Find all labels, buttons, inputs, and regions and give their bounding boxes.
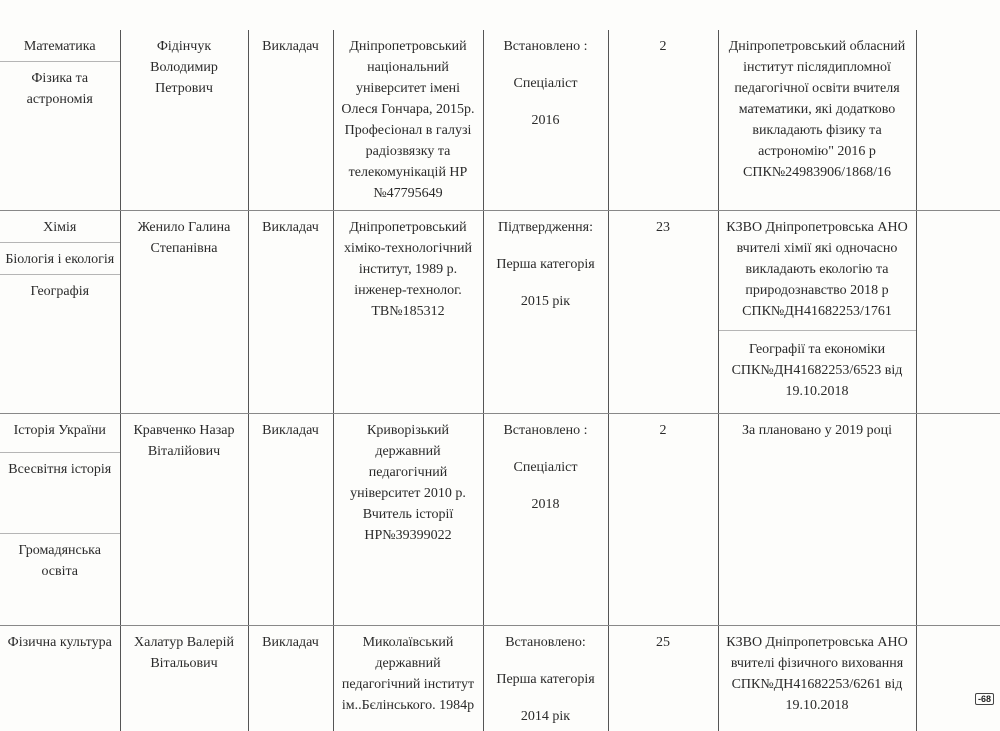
subjects-cell [0, 30, 120, 210]
subject: Фізика та астрономія [0, 61, 120, 114]
course-entry: КЗВО Дніпропетровська АНО вчителі хімії які одночасно викладають екологію та природознавство 2018 р СПК№ДН41682253/1761 [726, 219, 908, 319]
attestation [483, 625, 608, 731]
experience: 2 [608, 30, 718, 210]
empty-cell [916, 210, 1000, 413]
teacher-name: Женило Галина Степанівна [120, 210, 248, 413]
subject: Географія [0, 274, 120, 306]
attestation-status: Встановлено : [503, 39, 588, 54]
experience: 25 [608, 625, 718, 731]
page-number-mark: -68 [975, 693, 994, 705]
subject: Хімія [43, 219, 77, 235]
table-row [0, 625, 1000, 731]
subjects-cell [0, 625, 120, 731]
courses [718, 625, 916, 731]
attestation [483, 413, 608, 625]
course-entry: За плановано у 2019 році [742, 422, 892, 438]
attestation-year: 2014 рік [520, 708, 571, 724]
empty-cell [916, 413, 1000, 625]
attestation-year: 2016 [531, 113, 560, 128]
attestation-category: Спеціаліст [513, 459, 578, 475]
empty-cell [916, 625, 1000, 731]
attestation [483, 30, 608, 210]
table-row [0, 210, 1000, 413]
education: Миколаївський державний педагогічний інститут ім..Бєлінського. 1984р [333, 625, 483, 731]
subject: Біологія і екологія [0, 242, 120, 274]
subject: Громадянська освіта [0, 533, 120, 586]
attestation-category: Спеціаліст [513, 76, 578, 91]
position: Викладач [248, 210, 333, 413]
course-entry: КЗВО Дніпропетровська АНО вчителі фізичного виховання СПК№ДН41682253/6261 від 19.10.2018 [726, 634, 908, 713]
experience: 2 [608, 413, 718, 625]
subject: Всесвітня історія [0, 452, 120, 533]
education: Дніпропетровський національний університет імені Олеся Гончара, 2015р. Професіонал в галузі радіозвязку та телекомунікацій НР №47795649 [333, 30, 483, 210]
courses [718, 30, 916, 210]
attestation [483, 210, 608, 413]
staff-table [0, 30, 1000, 731]
subject: Фізична культура [7, 634, 112, 650]
education: Дніпропетровський хіміко-технологічний інститут, 1989 р. інженер-технолог. ТВ№185312 [333, 210, 483, 413]
attestation-status: Підтвердження: [498, 219, 593, 235]
courses [718, 413, 916, 625]
attestation-status: Встановлено : [503, 422, 588, 438]
courses [718, 210, 916, 413]
position: Викладач [248, 30, 333, 210]
attestation-category: Перша категорія [496, 256, 595, 272]
attestation-category: Перша категорія [496, 671, 595, 687]
teacher-name: Халатур Валерій Вітальович [120, 625, 248, 731]
subjects-cell [0, 210, 120, 413]
course-entry: Географії та економіки СПК№ДН41682253/6523 від 19.10.2018 [719, 330, 916, 402]
subject: Історія України [13, 422, 106, 438]
subjects-cell [0, 413, 120, 625]
experience: 23 [608, 210, 718, 413]
attestation-status: Встановлено: [505, 634, 586, 650]
table-row [0, 413, 1000, 625]
teacher-name: Кравченко Назар Віталійович [120, 413, 248, 625]
teacher-name: Фідінчук Володимир Петрович [120, 30, 248, 210]
position: Викладач [248, 625, 333, 731]
subject: Математика [23, 39, 96, 54]
position: Викладач [248, 413, 333, 625]
course-entry: Дніпропетровський обласний інститут післядипломної педагогічної освіти вчителя математики, які додатково викладають фізику та астрономію" 2016 р СПК№24983906/1868/16 [728, 39, 906, 180]
attestation-year: 2015 рік [520, 293, 571, 309]
empty-cell [916, 30, 1000, 210]
attestation-year: 2018 [531, 496, 560, 512]
education: Криворізький державний педагогічний університет 2010 р. Вчитель історії НР№39399022 [333, 413, 483, 625]
table-row [0, 30, 1000, 210]
